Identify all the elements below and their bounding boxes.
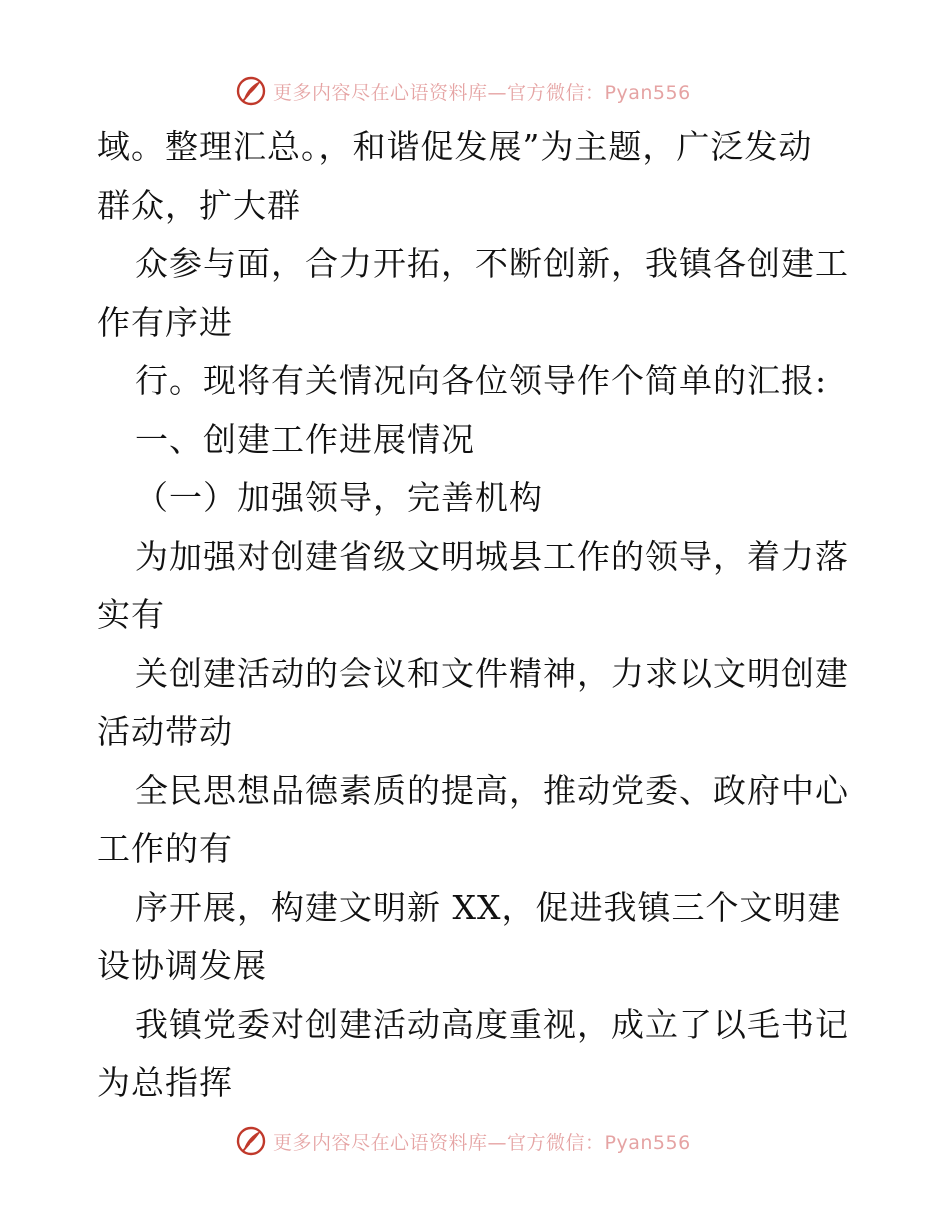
text-line: 我镇党委对创建活动高度重视，成立了以毛书记 <box>135 1004 849 1044</box>
footer-watermark <box>235 1124 755 1158</box>
watermark-text: 更多内容尽在心语资料库—官方微信：Pyan556 <box>273 1131 691 1154</box>
text-line: 域。整理汇总。，和谐促发展”为主题，广泛发动 <box>97 127 813 166</box>
text-line: 群众，扩大群 <box>97 185 301 225</box>
text-line: 为总指挥 <box>97 1063 233 1102</box>
text-line: 工作的有 <box>97 829 233 868</box>
section-heading: 一、创建工作进展情况 <box>135 419 475 459</box>
header-watermark <box>235 74 755 108</box>
text-line: 众参与面，合力开拓，不断创新，我镇各创建工 <box>135 244 849 283</box>
text-line: 活动带动 <box>97 712 233 751</box>
text-line: 关创建活动的会议和文件精神，力求以文明创建 <box>135 653 849 693</box>
subsection-heading: （一）加强领导，完善机构 <box>135 478 543 517</box>
text-line: 为加强对创建省级文明城县工作的领导，着力落 <box>135 536 849 576</box>
document-body <box>97 118 857 1113</box>
text-line: 行。现将有关情况向各位领导作个简单的汇报: <box>135 361 828 400</box>
text-line: 实有 <box>97 595 165 634</box>
text-line: 设协调发展 <box>97 946 267 985</box>
text-line: 作有序进 <box>97 302 233 342</box>
feather-logo-icon <box>235 75 267 107</box>
feather-logo-icon <box>235 1125 267 1157</box>
text-line: 序开展，构建文明新 XX，促进我镇三个文明建 <box>135 887 842 927</box>
text-line: 全民思想品德素质的提高，推动党委、政府中心 <box>135 770 849 810</box>
watermark-text: 更多内容尽在心语资料库—官方微信：Pyan556 <box>273 81 691 104</box>
